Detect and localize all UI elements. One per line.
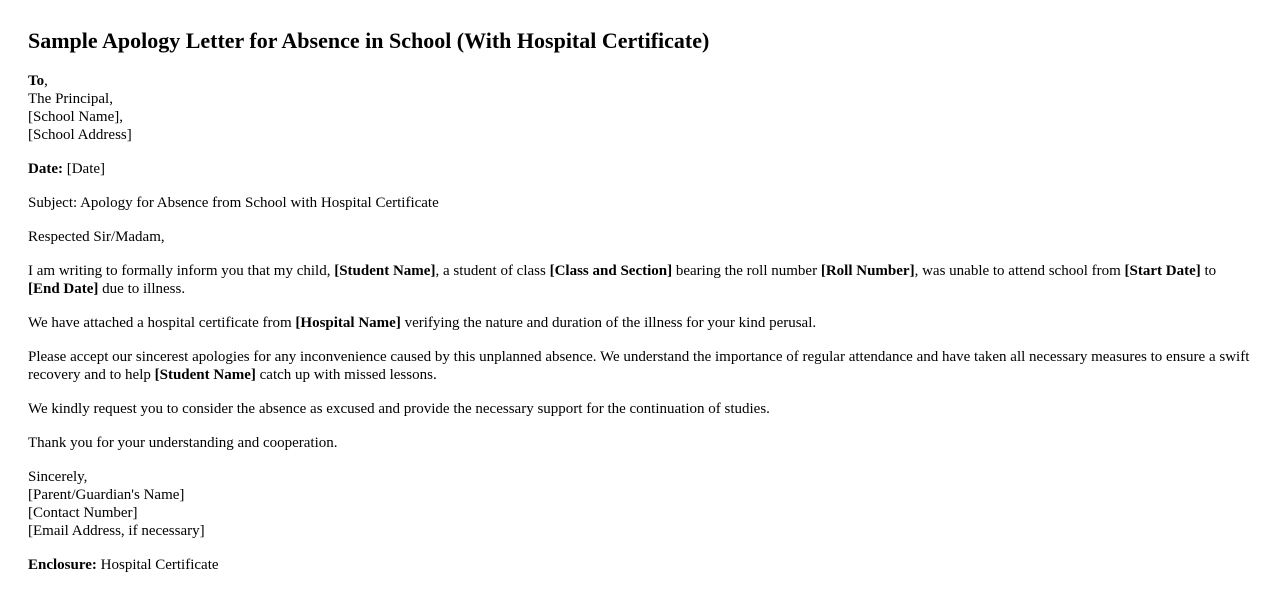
- placeholder-student-name: [Student Name]: [154, 367, 256, 383]
- text-fragment: I am writing to formally inform you that my child,: [28, 263, 335, 279]
- paragraph-apology: [28, 348, 1250, 384]
- closing-sincerely: Sincerely,: [28, 469, 88, 485]
- text-fragment: Please accept our sincerest apologies for any inconvenience caused by this unplanned absence. We understand the importance of regular attendance and have taken all necessary measures to ensure a swift recovery and to help: [28, 349, 1250, 383]
- recipient-address: [28, 72, 1250, 144]
- closing-signature: [28, 468, 1250, 540]
- placeholder-class-section: [Class and Section]: [549, 263, 673, 279]
- address-line-school-address: [School Address]: [28, 127, 132, 143]
- enclosure-label: Enclosure:: [28, 557, 97, 573]
- date-line: [28, 160, 1250, 178]
- subject-line: Subject: Apology for Absence from School with Hospital Certificate: [28, 195, 439, 211]
- placeholder-end-date: [End Date]: [28, 281, 99, 297]
- page-title: Sample Apology Letter for Absence in School (With Hospital Certificate): [28, 28, 710, 53]
- paragraph-request: We kindly request you to consider the absence as excused and provide the necessary support for the continuation of studies.: [28, 401, 770, 417]
- text-fragment: verifying the nature and duration of the illness for your kind perusal.: [400, 315, 817, 331]
- paragraph-absence-notice: [28, 262, 1250, 298]
- date-value: [Date]: [62, 161, 106, 177]
- address-line-principal: The Principal,: [28, 91, 113, 107]
- recipient-to-line: [28, 72, 1250, 90]
- paragraph-hospital-certificate: [28, 314, 1250, 332]
- closing-contact-number: [Contact Number]: [28, 505, 138, 521]
- text-fragment: to: [1200, 263, 1217, 279]
- text-fragment: due to illness.: [98, 281, 186, 297]
- enclosure-value: Hospital Certificate: [96, 557, 219, 573]
- to-label: To: [28, 73, 45, 89]
- address-line-school-name: [School Name],: [28, 109, 123, 125]
- salutation: Respected Sir/Madam,: [28, 229, 165, 245]
- paragraph-thanks: Thank you for your understanding and cooperation.: [28, 435, 338, 451]
- date-label: Date:: [28, 161, 63, 177]
- closing-guardian-name: [Parent/Guardian's Name]: [28, 487, 185, 503]
- text-fragment: catch up with missed lessons.: [255, 367, 437, 383]
- text-fragment: We have attached a hospital certificate from: [28, 315, 296, 331]
- text-fragment: , a student of class: [435, 263, 550, 279]
- closing-email-address: [Email Address, if necessary]: [28, 523, 205, 539]
- placeholder-student-name: [Student Name]: [334, 263, 436, 279]
- placeholder-start-date: [Start Date]: [1124, 263, 1201, 279]
- text-fragment: , was unable to attend school from: [914, 263, 1125, 279]
- placeholder-hospital-name: [Hospital Name]: [295, 315, 401, 331]
- text-fragment: bearing the roll number: [672, 263, 821, 279]
- to-suffix: ,: [44, 73, 48, 89]
- placeholder-roll-number: [Roll Number]: [820, 263, 915, 279]
- enclosure-line: [28, 556, 1250, 574]
